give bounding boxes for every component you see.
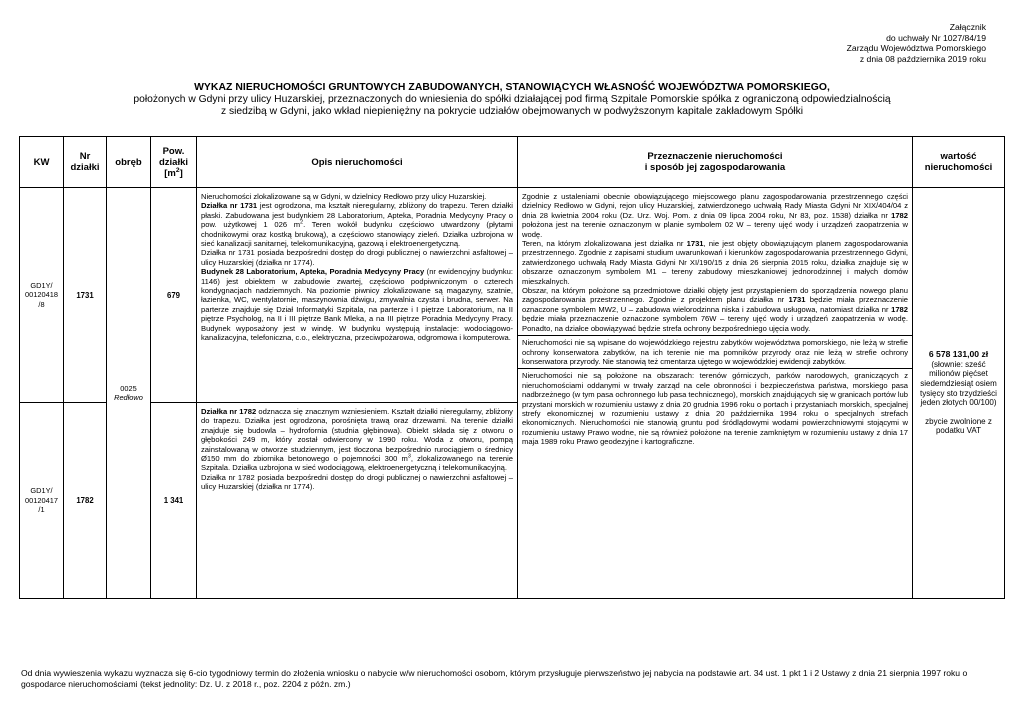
header-nr: Nr działki [64, 137, 107, 188]
purpose-plan-1782: Zgodnie z ustaleniami obecnie obowiązującego miejscowego planu zagospodarowania przestrzennego części dzielnicy Redłowo w Gdyni, rejon ulicy Huzarskiej, zatwierdzonego uchwałą Rady Miasta Gdyni Nr XIX/404/04 z dnia 28 kwietnia 2004 roku (Dz. Urz. Woj. Pom. z dnia 09 lipca 2004 roku, Nr 83, poz. 1538) działka nr 1782 położona jest na terenie oznaczonym w planie symbolem 02 W – tereny ujęć wody i urządzeń zaopatrzenia w wodę. [522, 192, 908, 239]
attachment-board: Zarządu Województwa Pomorskiego [846, 43, 986, 54]
header-pow: Pow. działki $[m^2]$ [151, 137, 197, 188]
parcel-number-cell: 1731 [64, 188, 107, 403]
area-cell: 679 [151, 188, 197, 403]
desc-access-1731: Działka nr 1731 posiada bezpośredni dostęp do drogi publicznej o nawierzchni asfaltowej – ulicy Huzarskiej (działka nr 1774). [201, 248, 513, 267]
value-amount: 6 578 131,00 zł [928, 349, 989, 360]
purpose-cell [518, 188, 913, 599]
attachment-resolution: do uchwały Nr 1027/84/19 [886, 32, 986, 43]
desc-access-1782: Działka nr 1782 posiada bezpośredni dostęp do drogi publicznej o nawierzchni asfaltowej – ulicy Huzarskiej (działka nr 1774). [201, 472, 513, 492]
table-row [20, 188, 1005, 403]
title-heading: WYKAZ NIERUCHOMOŚCI GRUNTOWYCH ZABUDOWANYCH, STANOWIĄCYCH WŁASNOŚĆ WOJEWÓDZTWA POMORSKIEGO, [194, 82, 830, 93]
value-in-words: (słownie: sześć milionów pięćset siedemdziesiąt osiem tysięcy sto trzydzieści jeden złotych 00/100) [920, 359, 997, 408]
header-przeznaczenie: Przeznaczenie nieruchomości i sposób jej zagospodarowania [518, 137, 913, 188]
desc-parcel-1731: Działka nr 1731 jest ogrodzona, ma kształt nieregularny, zbliżony do trapezu. Teren działki płaski. Zabudowana jest budynkiem 28 Laboratorium, Apteka, Poradnia Medycyny Pracy o pow. użytkowej 1 026 $m^2$. Teren wokół budynku częściowo utwardzony (płytami chodnikowymi oraz kostką brukową), a częściowo stanowiący zieleń. Działka uzbrojona w sieć kanalizacji sanitarnej, telekomunikacyjną, gazową i elektroenergetyczną. [201, 201, 513, 249]
description-cell-1782 [197, 403, 518, 599]
purpose-areas: Nieruchomości nie są położone na obszarach: terenów górniczych, parków narodowych, graniczących z nieruchomościami oddanymi w trwały zarząd na cele obronności i bezpieczeństwa państwa, morskiego pasa nadbrzeżnego (w tym pasa ochronnego lub pasa technicznego), morskich znajdujących się w granicach portów lub przystani morskich w rozumieniu ustawy z dnia 20 grudnia 1996 roku o portach i przystaniach morskich, specjalnej strefy ekonomicznej w rozumieniu ustawy z dnia 20 października 1994 roku o specjalnych strefach ekonomicznych. Nieruchomości nie stanowią gruntu pod śródlądowymi wodami powierzchniowymi stojącymi w rozumieniu ustawy Prawo wodne, nie są również położone na terenie zamkniętym w rozumieniu ustawy z dnia 17 maja 1989 roku Prawo geodezyjne i kartograficzne. [522, 371, 908, 447]
desc-intro: Nieruchomości zlokalizowane są w Gdyni, w dzielnicy Redłowo przy ulicy Huzarskiej. [201, 192, 487, 201]
area-cell: 1 341 [151, 403, 197, 599]
purpose-new-plan: Obszar, na którym położone są przedmiotowe działki objęty jest przystąpieniem do sporządzenia nowego planu zagospodarowania przestrzennego. Zgodnie z projektem planu działka nr 1731 będzie miała przeznaczenie oznaczone symbolem MW2, U – zabudowa wielorodzinna niska i zabudowa usługowa, natomiast działka nr 1782 będzie miała przeznaczenie oznaczone symbolem 76W – tereny ujęć wody i urządzeń zaopatrzenia w wodę. Ponadto, na działce obowiązywać będzie strefa ochrony bezpośredniego ujęcia wody. [522, 286, 908, 333]
table-header-row [20, 137, 1005, 188]
kw-cell: GD1Y/ 00120418 /8 [20, 188, 64, 403]
kw-cell: GD1Y/ 00120417 /1 [20, 403, 64, 599]
vat-note: zbycie zwolnione z podatku VAT [925, 416, 992, 436]
title-subtitle-1: położonych w Gdyni przy ulicy Huzarskiej, przeznaczonych do wniesienia do spółki działającej pod firmą Szpitale Pomorskie spółka z ograniczoną odpowiedzialnością [133, 94, 891, 105]
purpose-study-1731: Teren, na którym zlokalizowana jest działka nr 1731, nie jest objęty obowiązującym planem zagospodarowania przestrzennego. Zgodnie z zapisami studium uwarunkowań i kierunków zagospodarowania przestrzennego Gdyni, zatwierdzonego uchwałą Rady Miasta Gdyni Nr XI/190/15 z dnia 26 sierpnia 2015 roku, działka znajduje się w obszarze oznaczonym symbolem M1 – tereny zabudowy mieszkaniowej jednorodzinnej i małych domów mieszkalnych. [522, 239, 908, 286]
desc-building-28: Budynek 28 Laboratorium, Apteka, Poradnia Medycyny Pracy (nr ewidencyjny budynku: 1146) jest obiektem w zabudowie zwartej, częściowo podpiwniczonym o czterech kondygnacjach nadziemnych. Na poziomie piwnicy zlokalizowane są magazyny, szatnie, łazienka, WC, wentylatornie, maszynownia dźwigu, zmywalnia czysta i brudna, serwer. Na parterze znajduje się Dział Informatyki Szpitala, na parterze i I piętrze Laboratorium, na II piętrze Psycholog, na II i III piętrze Bank Mleka, a na III piętrze Poradnia Medycyny Pracy. Budynek wyposażony jest w windę. W budynku występują instalacje: wodociągowo-kanalizacyjna, telefoniczna, c.o., elektryczna, przeciwpożarowa, odgromowa i komputerowa. [201, 267, 514, 343]
attachment-date: z dnia 08 października 2019 roku [859, 53, 986, 64]
attachment-note [847, 22, 986, 64]
parcel-number-cell: 1782 [64, 403, 107, 599]
document-title [0, 82, 1024, 118]
attachment-label: Załącznik [949, 22, 986, 32]
description-cell-1731 [197, 188, 518, 403]
obreb-cell: 0025 Redłowo [107, 188, 151, 599]
property-table [19, 136, 1005, 599]
purpose-divider [518, 335, 912, 336]
desc-parcel-1782: Działka nr 1782 odznacza się znacznym wzniesieniem. Kształt działki nieregularny, zbliżony do trapezu. Działka jest ogrodzona, porośnięta trawą oraz drzewami. Na terenie działki znajduje się budowla – hydrofornia (studnia głębinowa). Obiekt składa się z otworu o głębokości 249 m, który został odwiercony w 1990 roku. Woda z otworu, pompą zainstalowaną w otworze studziennym, jest tłoczona bezpośrednio rurociągiem o średnicy Ø150 mm do zbiornika betonowego o pojemności 300 $m^3$, zlokalizowanego na terenie Szpitala. Działka uzbrojona w sieć wodociągową, elektroenergetyczną i telekomunikacyjną. [201, 407, 514, 473]
header-kw: KW [20, 137, 64, 188]
footer-note: Od dnia wywieszenia wykazu wyznacza się 6-cio tygodniowy termin do złożenia wniosku o nabycie w/w nieruchomości osobom, którym przysługuje pierwszeństwo jej nabycia na podstawie art. 34 ust. 1 pkt 1 i 2 Ustawy z dnia 21 sierpnia 1997 roku o gospodarce nieruchomościami (tekst jednolity: Dz. U. z 2018 r., poz. 2204 z późn. zm.) [21, 668, 968, 689]
value-cell [913, 188, 1005, 599]
purpose-divider [518, 368, 912, 369]
title-subtitle-2: z siedzibą w Gdyni, jako wkład niepieniężny na pokrycie udziałów obejmowanych w podwyższonym kapitale zakładowym Spółki [220, 106, 804, 117]
purpose-monuments: Nieruchomości nie są wpisane do wojewódzkiego rejestru zabytków województwa pomorskiego, nie leżą w strefie ochrony konserwatora zabytków, na ich terenie nie ma pomników przyrody oraz nie leżą w strefie ochrony konserwatora przyrody. Nie stanowią też cmentarza ujętego w wojewódzkiej ewidencji zabytków. [522, 338, 908, 366]
header-opis: Opis nieruchomości [197, 137, 518, 188]
header-obreb: obręb [107, 137, 151, 188]
header-wartosc: wartość nieruchomości [913, 137, 1005, 188]
